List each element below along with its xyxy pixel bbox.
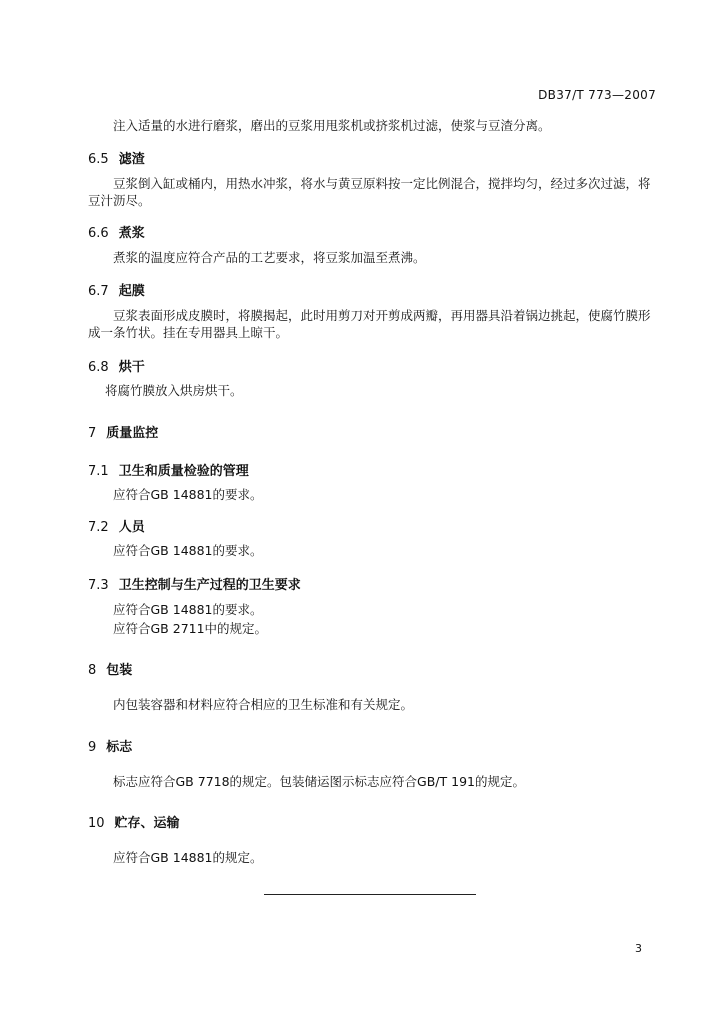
section-title: 卫生和质量检验的管理 [118,464,249,479]
heading-6-5 [88,148,145,167]
heading-7 [88,422,158,441]
section-title: 标志 [106,740,133,755]
paragraph-6-5-line-1: 豆浆倒入缸或桶内，用热水冲浆，将水与黄豆原料按一定比例混合，搅拌均匀，经过多次过滤，将 [113,176,651,191]
section-title: 人员 [118,520,145,535]
section-title: 煮浆 [118,226,145,241]
heading-7-1 [88,460,249,479]
paragraph-7-3-line-2: 应符合GB 2711中的规定。 [113,621,268,636]
heading-8 [88,659,132,678]
section-number: 7.3 [88,578,109,593]
document-code: DB37/T 773—2007 [538,88,656,102]
page-number: 3 [635,942,642,955]
heading-7-3 [88,574,301,593]
heading-7-2 [88,516,145,535]
section-number: 8 [88,663,97,678]
heading-6-6 [88,222,145,241]
section-number: 6.5 [88,152,109,167]
paragraph-6-5-line-2: 豆汁沥尽。 [88,193,151,208]
paragraph-7-1: 应符合GB 14881的要求。 [113,487,263,502]
paragraph-6-4-end: 注入适量的水进行磨浆，磨出的豆浆用甩浆机或挤浆机过滤，使浆与豆渣分离。 [113,118,551,133]
section-title: 滤渣 [118,152,145,167]
heading-6-8 [88,356,145,375]
paragraph-6-8: 将腐竹膜放入烘房烘干。 [105,383,243,398]
section-title: 烘干 [118,360,145,375]
section-number: 7.2 [88,520,109,535]
end-divider [264,894,476,895]
section-title: 卫生控制与生产过程的卫生要求 [118,578,301,593]
heading-10 [88,812,180,831]
paragraph-8: 内包装容器和材料应符合相应的卫生标准和有关规定。 [113,697,414,712]
paragraph-10: 应符合GB 14881的规定。 [113,850,263,865]
paragraph-7-3-line-1: 应符合GB 14881的要求。 [113,602,263,617]
section-number: 7 [88,426,97,441]
paragraph-9: 标志应符合GB 7718的规定。包装储运图示标志应符合GB/T 191的规定。 [113,774,525,789]
paragraph-7-2: 应符合GB 14881的要求。 [113,543,263,558]
paragraph-6-7-line-1: 豆浆表面形成皮膜时，将膜揭起，此时用剪刀对开剪成两瓣，再用器具沿着锅边挑起，使腐竹膜形 [113,308,651,323]
section-title: 质量监控 [106,426,159,441]
heading-6-7 [88,280,145,299]
section-title: 起膜 [118,284,145,299]
paragraph-6-6: 煮浆的温度应符合产品的工艺要求，将豆浆加温至煮沸。 [113,250,426,265]
section-number: 9 [88,740,97,755]
paragraph-6-7-line-2: 成一条竹状。挂在专用器具上晾干。 [88,325,289,340]
section-number: 6.7 [88,284,109,299]
section-title: 贮存、运输 [114,816,180,831]
section-number: 6.8 [88,360,109,375]
section-number: 6.6 [88,226,109,241]
section-number: 7.1 [88,464,109,479]
section-number: 10 [88,816,105,831]
heading-9 [88,736,132,755]
section-title: 包装 [106,663,133,678]
